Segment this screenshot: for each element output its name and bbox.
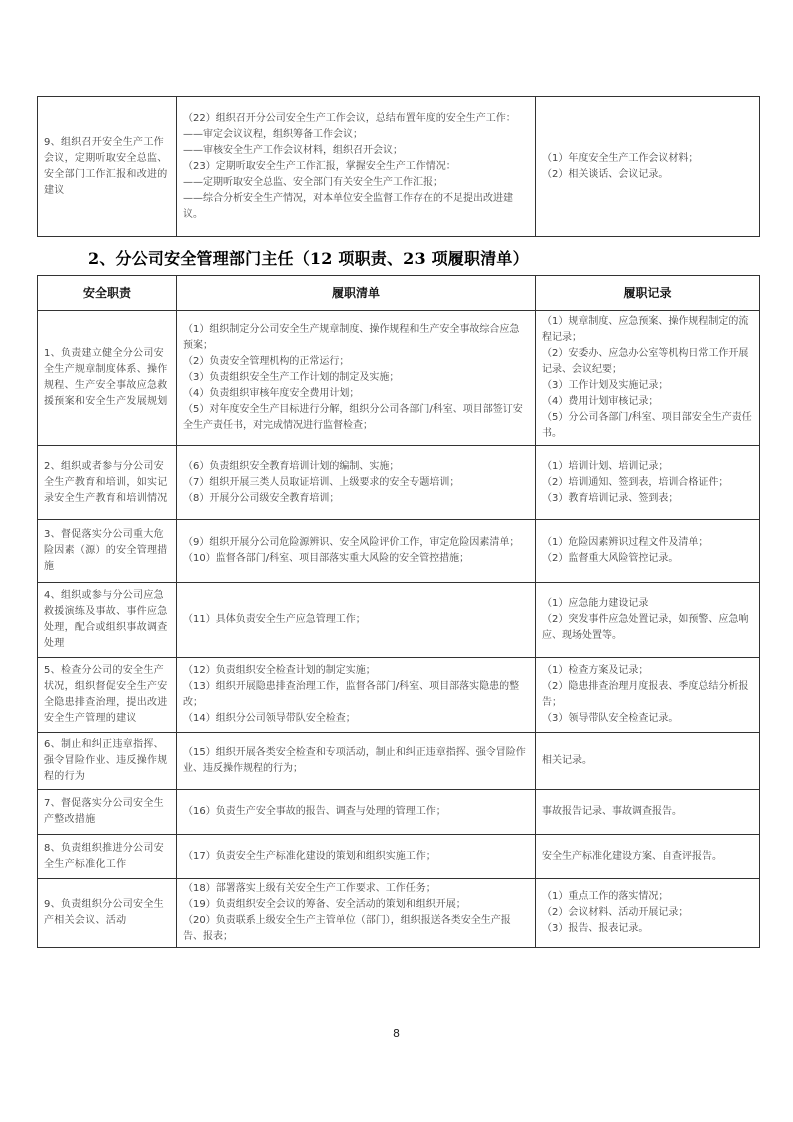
duty-cell: 8、负责组织推进分公司安全生产标准化工作 [38,835,177,879]
record-item: （2）会议材料、活动开展记录； [542,907,689,918]
record-item: （5）分公司各部门/科室、项目部安全生产责任书。 [542,412,752,439]
task-list-cell [177,790,536,835]
record-item: （1）培训计划、培训记录； [542,460,669,472]
record-item: （1）规章制度、应急预案、操作规程制定的流程记录； [542,316,749,343]
duty-cell: 1、负责建立健全分公司安全生产规章制度体系、操作规程、生产安全事故应急救援预案和安全生产发展规划 [38,311,177,446]
table-row [38,879,760,948]
task-list-cell [177,446,536,520]
record-item: （1）重点工作的落实情况； [542,891,669,902]
record-item: （1）年度安全生产工作会议材料； [542,152,699,164]
table-header-row [38,276,760,311]
record-item: （1）危险因素辨识过程文件及清单； [542,537,709,548]
task-item: （20）负责联系上级安全生产主管单位（部门），组织报送各类安全生产报告、报表； [183,915,511,942]
task-item: （5）对年度安全生产目标进行分解，组织分公司各部门/科室、项目部签订安全生产责任书，对完成情况进行监督检查； [183,404,523,431]
table-row [38,311,760,446]
task-item: （17）负责安全生产标准化建设的策划和组织实施工作； [183,850,436,862]
section-heading: 2、分公司安全管理部门主任（12 项职责、23 项履职清单） [88,249,529,268]
duty-cell: 2、组织或者参与分公司安全生产教育和培训，如实记录安全生产教育和培训情况 [38,446,177,520]
duty-cell: 7、督促落实分公司安全生产整改措施 [38,790,177,835]
task-item: （1）组织制定分公司安全生产规章制度、操作规程和生产安全事故综合应急预案； [183,324,520,351]
record-item: （2）监督重大风险管控记录。 [542,553,679,564]
task-item: （22）组织召开分公司安全生产工作会议，总结布置年度的安全生产工作： [183,112,516,124]
task-item: （13）组织开展隐患排查治理工作，监督各部门/科室、项目部落实隐患的整改； [183,681,520,708]
table-row [38,790,760,835]
record-item: （2）培训通知、签到表，培训合格证件； [542,476,729,488]
task-item: （23）定期听取安全生产工作汇报，掌握安全生产工作情况： [183,160,456,172]
table-row [38,733,760,790]
task-item: （14）组织分公司领导带队安全检查； [183,713,356,724]
task-item: （8）开展分公司级安全教育培训； [183,492,340,504]
record-cell [536,658,760,733]
task-item: （6）负责组织安全教育培训计划的编制、实施； [183,460,400,472]
duty-cell: 6、制止和纠正违章指挥、强令冒险作业、违反操作规程的行为 [38,733,177,790]
task-item: （18）部署落实上级有关安全生产工作要求、工作任务； [183,883,436,894]
record-cell [536,835,760,879]
task-item: （19）负责组织安全会议的筹备、安全活动的策划和组织开展； [183,899,466,910]
task-list-cell [177,520,536,583]
duty-cell: 9、组织召开安全生产工作会议，定期听取安全总监、安全部门工作汇报和改进的建议 [38,97,177,237]
continued-duty-table [37,96,760,237]
task-item: （4）负责组织审核年度安全费用计划； [183,388,360,399]
table-row [38,583,760,658]
record-item: （2）突发事件应急处置记录，如预警、应急响应、现场处置等。 [542,614,749,641]
duty-table [37,275,760,948]
duty-cell: 5、检查分公司的安全生产状况，组织督促安全生产安全隐患排查治理，提出改进安全生产管理的建议 [38,658,177,733]
task-list-cell [177,879,536,948]
record-cell [536,790,760,835]
task-item: ——定期听取安全总监、安全部门有关安全生产工作汇报； [183,176,443,188]
task-item: （3）负责组织安全生产工作计划的制定及实施； [183,372,400,383]
task-list-cell [177,97,536,237]
record-cell [536,520,760,583]
duty-cell: 4、组织或参与分公司应急救援演练及事故、事件应急处理，配合或组织事故调查处理 [38,583,177,658]
task-list-cell [177,733,536,790]
record-cell [536,97,760,237]
column-header-duty: 安全职责 [38,276,177,311]
record-item: （2）安委办、应急办公室等机构日常工作开展记录、会议纪要； [542,348,749,375]
task-item: （16）负责生产安全事故的报告、调查与处理的管理工作； [183,806,446,817]
record-item: （4）费用计划审核记录； [542,396,659,407]
column-header-records: 履职记录 [536,276,760,311]
task-item: ——审定会议议程，组织筹备工作会议； [183,128,363,140]
record-item: （1）检查方案及记录； [542,665,649,676]
task-item: （10）监督各部门/科室、项目部落实重大风险的安全管控措施； [183,553,470,564]
task-item: （12）负责组织安全检查计划的制定实施； [183,665,376,676]
task-item: ——审核安全生产工作会议材料，组织召开会议； [183,144,403,156]
record-item: （3）报告、报表记录。 [542,923,649,934]
record-item: 事故报告记录、事故调查报告。 [542,806,682,817]
record-item: （3）领导带队安全检查记录。 [542,713,679,724]
task-item: （11）具体负责安全生产应急管理工作； [183,614,366,625]
record-item: （2）相关谈话、会议记录。 [542,168,669,180]
record-cell [536,446,760,520]
task-list-cell [177,311,536,446]
task-list-cell [177,835,536,879]
record-item: （3）教育培训记录、签到表； [542,492,679,504]
task-list-cell [177,658,536,733]
record-item: （2）隐患排查治理月度报表、季度总结分析报告； [542,681,749,708]
task-item: （2）负责安全管理机构的正常运行； [183,356,350,367]
table-row [38,658,760,733]
record-cell [536,733,760,790]
task-list-cell [177,583,536,658]
task-item: （9）组织开展分公司危险源辨识、安全风险评价工作，审定危险因素清单； [183,537,520,548]
record-item: 相关记录。 [542,755,592,766]
table-row [38,835,760,879]
duty-cell: 3、督促落实分公司重大危险因素（源）的安全管理措施 [38,520,177,583]
record-cell [536,879,760,948]
record-item: （3）工作计划及实施记录； [542,380,669,391]
duty-cell: 9、负责组织分公司安全生产相关会议、活动 [38,879,177,948]
task-item: （7）组织开展三类人员取证培训、上级要求的安全专题培训； [183,476,460,488]
table-row [38,446,760,520]
record-item: （1）应急能力建设记录 [542,598,649,609]
column-header-list: 履职清单 [177,276,536,311]
task-item: ——综合分析安全生产情况，对本单位安全监督工作存在的不足提出改进建议。 [183,192,513,220]
table-row [38,520,760,583]
record-cell [536,311,760,446]
page-number: 8 [393,1027,400,1040]
table-row [38,97,760,237]
record-cell [536,583,760,658]
task-item: （15）组织开展各类安全检查和专项活动，制止和纠正违章指挥、强令冒险作业、违反操作规程的行为； [183,747,526,774]
record-item: 安全生产标准化建设方案、自查评报告。 [542,850,722,862]
